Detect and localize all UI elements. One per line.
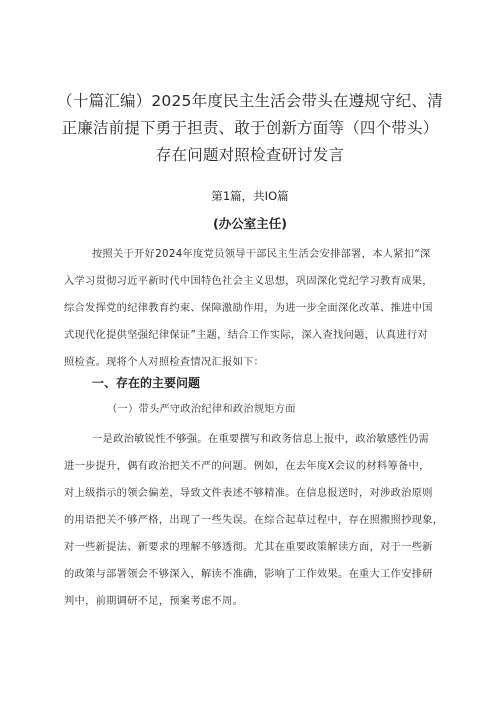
body-paragraph-line: 一是政治敏锐性不够强。在重要撰写和政务信息上报中，政治敏感性仍需 — [92, 434, 430, 445]
intro-paragraph-line: 式现代化提供坚强纪律保证”主题，结合工作实际，深入查找问题，认真进行对 — [64, 330, 428, 341]
intro-paragraph-line: 照检查。现将个人对照检查情况汇报如下： — [64, 357, 265, 368]
body-paragraph-line: 进一步提升，偶有政治把关不严的问题。例如，在去年度X会议的材料筹备中， — [64, 461, 430, 472]
document-title-line-2: 正廉洁前提下勇于担责、敢于创新方面等（四个带头） — [61, 119, 439, 137]
author-role: (办公室主任) — [213, 216, 287, 231]
intro-paragraph-line: 综合发挥党的纪律教育约束、保障激励作用，为进一步全面深化改革、推进中国 — [64, 303, 433, 314]
document-title-line-3: 存在问题对照检查研讨发言 — [155, 146, 345, 164]
intro-paragraph-line: 入学习贯彻习近平新时代中国特色社会主义思想，巩固深化党纪学习教育成果， — [64, 276, 433, 287]
body-paragraph-line: 的政策与部署领会不够深入，解读不准确，影响了工作效果。在重大工作安排研 — [64, 569, 433, 580]
body-paragraph-line: 的用语把关不够严格，出现了一些失误。在综合起草过程中，存在照搬照抄现象， — [64, 515, 444, 526]
body-paragraph-line: 判中，前期调研不足，预案考虑不周。 — [64, 596, 244, 607]
subsection-heading: （一）带头严守政治纪律和政治规矩方面 — [107, 404, 296, 415]
article-counter: 第1篇，共IO篇 — [211, 189, 289, 203]
body-paragraph-line: 对一些新提法、新要求的理解不够透彻。尤其在重要政策解读方面，对于一些新 — [64, 542, 433, 553]
section-heading: 一、存在的主要问题 — [92, 376, 201, 390]
intro-paragraph-line: 按照关于开好2024年度党员领导干部民主生活会安排部署，本人紧扣“深 — [92, 249, 431, 260]
document-title-line-1: （十篇汇编）2025年度民主生活会带头在遵规守纪、清 — [57, 92, 443, 110]
body-paragraph-line: 对上级指示的领会偏差，导致文件表述不够精准。在信息报送时，对涉政治原则 — [64, 488, 433, 499]
